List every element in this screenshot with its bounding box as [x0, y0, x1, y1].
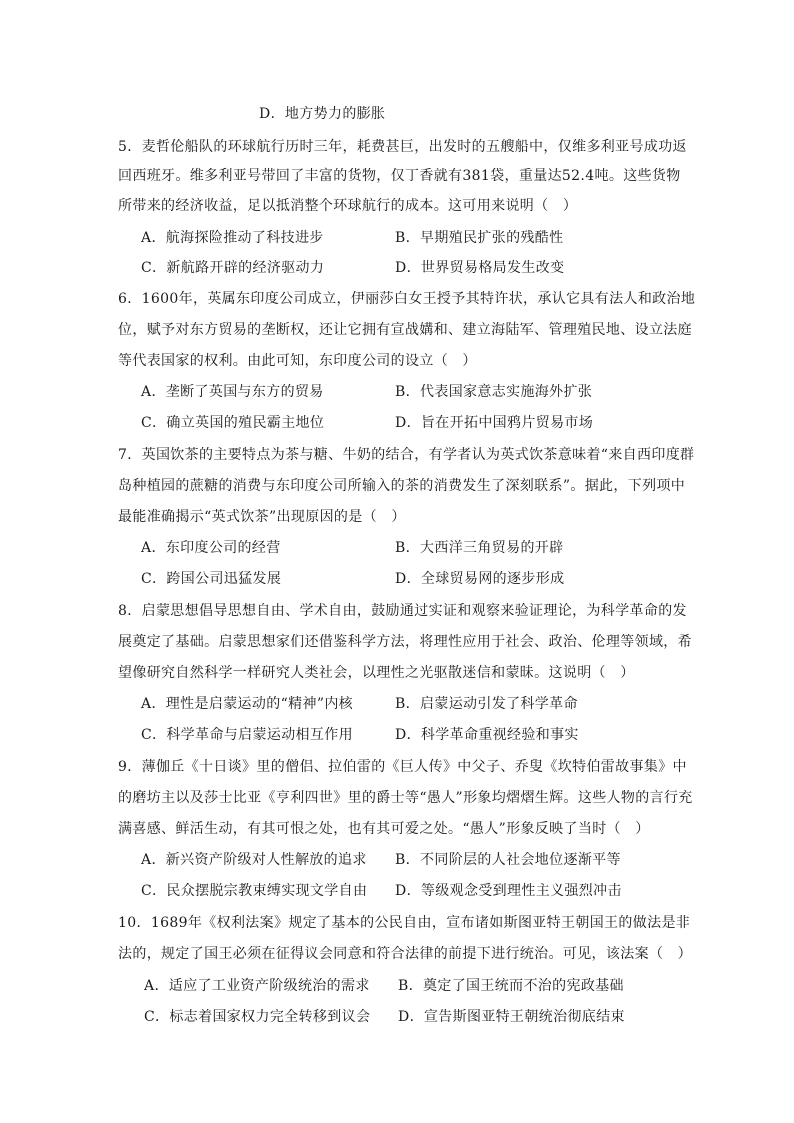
question-stem-line: 9．薄伽丘《十日谈》里的僧侣、拉伯雷的《巨人传》中父子、乔叟《坎特伯雷故事集》中 — [118, 759, 687, 775]
question-stem-line: 岛种植园的蔗糖的消费与东印度公司所输入的茶的消费发生了深刻联系”。据此，下列项中 — [118, 478, 686, 494]
option-c: C．科学革命与启蒙运动相互作用 — [141, 727, 353, 743]
option-b: B．代表国家意志实施海外扩张 — [395, 384, 593, 400]
option-b: B．早期殖民扩张的残酷性 — [395, 230, 564, 246]
option-c: C．民众摆脱宗教束缚实现文学自由 — [141, 883, 368, 899]
question-stem-line: 望像研究自然科学一样研究人类社会，以理性之光驱散迷信和蒙昧。这说明（ ） — [118, 665, 635, 681]
question-stem-line: 展奠定了基础。启蒙思想家们还借鉴科学方法，将理性应用于社会、政治、伦理等领域，希 — [118, 634, 692, 650]
option-c: C．标志着国家权力完全转移到议会 — [144, 1009, 371, 1025]
option-a: A．东印度公司的经营 — [141, 540, 281, 556]
option-c: C．确立英国的殖民霸主地位 — [141, 415, 325, 431]
option-b: B．奠定了国王统而不治的宪政基础 — [398, 978, 624, 994]
question-stem-line: 5．麦哲伦船队的环球航行历时三年，耗费甚巨，出发时的五艘船中，仅维多利亚号成功返 — [118, 139, 687, 155]
option-a: A．航海探险推动了科技进步 — [141, 230, 324, 246]
option-a: A．理性是启蒙运动的“精神”内核 — [141, 696, 354, 712]
question-stem-line: 等代表国家的权利。由此可知，东印度公司的设立（ ） — [118, 353, 477, 369]
question-stem-line: 7．英国饮茶的主要特点为茶与糖、牛奶的结合，有学者认为英式饮茶意味着“来自西印度群 — [118, 447, 695, 463]
question-stem-line: 所带来的经济收益，足以抵消整个环球航行的成本。这可用来说明（ ） — [118, 198, 578, 214]
lead-option-d: D．地方势力的膨胀 — [259, 106, 386, 122]
option-c: C．新航路开辟的经济驱动力 — [141, 260, 325, 276]
question-stem-line: 位，赋予对东方贸易的垄断权，还让它拥有宣战媾和、建立海陆军、管理殖民地、设立法庭 — [118, 322, 692, 338]
question-stem-line: 的磨坊主以及莎士比亚《亨利四世》里的爵士等“愚人”形象均熠熠生辉。这些人物的言行充 — [118, 790, 693, 806]
option-d: D．全球贸易网的逐步形成 — [395, 571, 565, 587]
question-stem-line: 最能准确揭示“英式饮茶”出现原因的是（ ） — [118, 509, 406, 525]
question-stem-line: 10．1689年《权利法案》规定了基本的公民自由，宣布诸如斯图亚特王朝国王的做法是非 — [118, 915, 691, 931]
option-a: A．新兴资产阶级对人性解放的追求 — [141, 852, 367, 868]
option-d: D．旨在开拓中国鸦片贸易市场 — [395, 415, 594, 431]
question-stem-line: 法的，规定了国王必须在征得议会同意和符合法律的前提下进行统治。可见，该法案（ ） — [118, 946, 692, 962]
question-stem-line: 8．启蒙思想倡导思想自由、学术自由，鼓励通过实证和观察来验证理论，为科学革命的发 — [118, 603, 687, 619]
option-a: A．垄断了英国与东方的贸易 — [141, 384, 324, 400]
option-d: D．世界贸易格局发生改变 — [395, 260, 565, 276]
option-b: B．大西洋三角贸易的开辟 — [395, 540, 564, 556]
question-stem-line: 满喜感、鲜活生动，有其可恨之处，也有其可爱之处。“愚人”形象反映了当时（ ） — [118, 821, 650, 837]
option-d: D．等级观念受到理性主义强烈冲击 — [395, 883, 622, 899]
option-d: D．科学革命重视经验和事实 — [395, 727, 579, 743]
question-stem-line: 回西班牙。维多利亚号带回了丰富的货物，仅丁香就有381袋，重量达52.4吨。这些货物 — [118, 168, 681, 184]
question-stem-line: 6．1600年，英属东印度公司成立，伊丽莎白女王授予其特许状，承认它具有法人和政治地 — [118, 291, 696, 307]
option-b: B．启蒙运动引发了科学革命 — [395, 696, 578, 712]
option-d: D．宣告斯图亚特王朝统治彻底结束 — [398, 1009, 625, 1025]
option-b: B．不同阶层的人社会地位逐渐平等 — [395, 852, 621, 868]
option-a: A．适应了工业资产阶级统治的需求 — [144, 978, 370, 994]
option-c: C．跨国公司迅猛发展 — [141, 571, 282, 587]
